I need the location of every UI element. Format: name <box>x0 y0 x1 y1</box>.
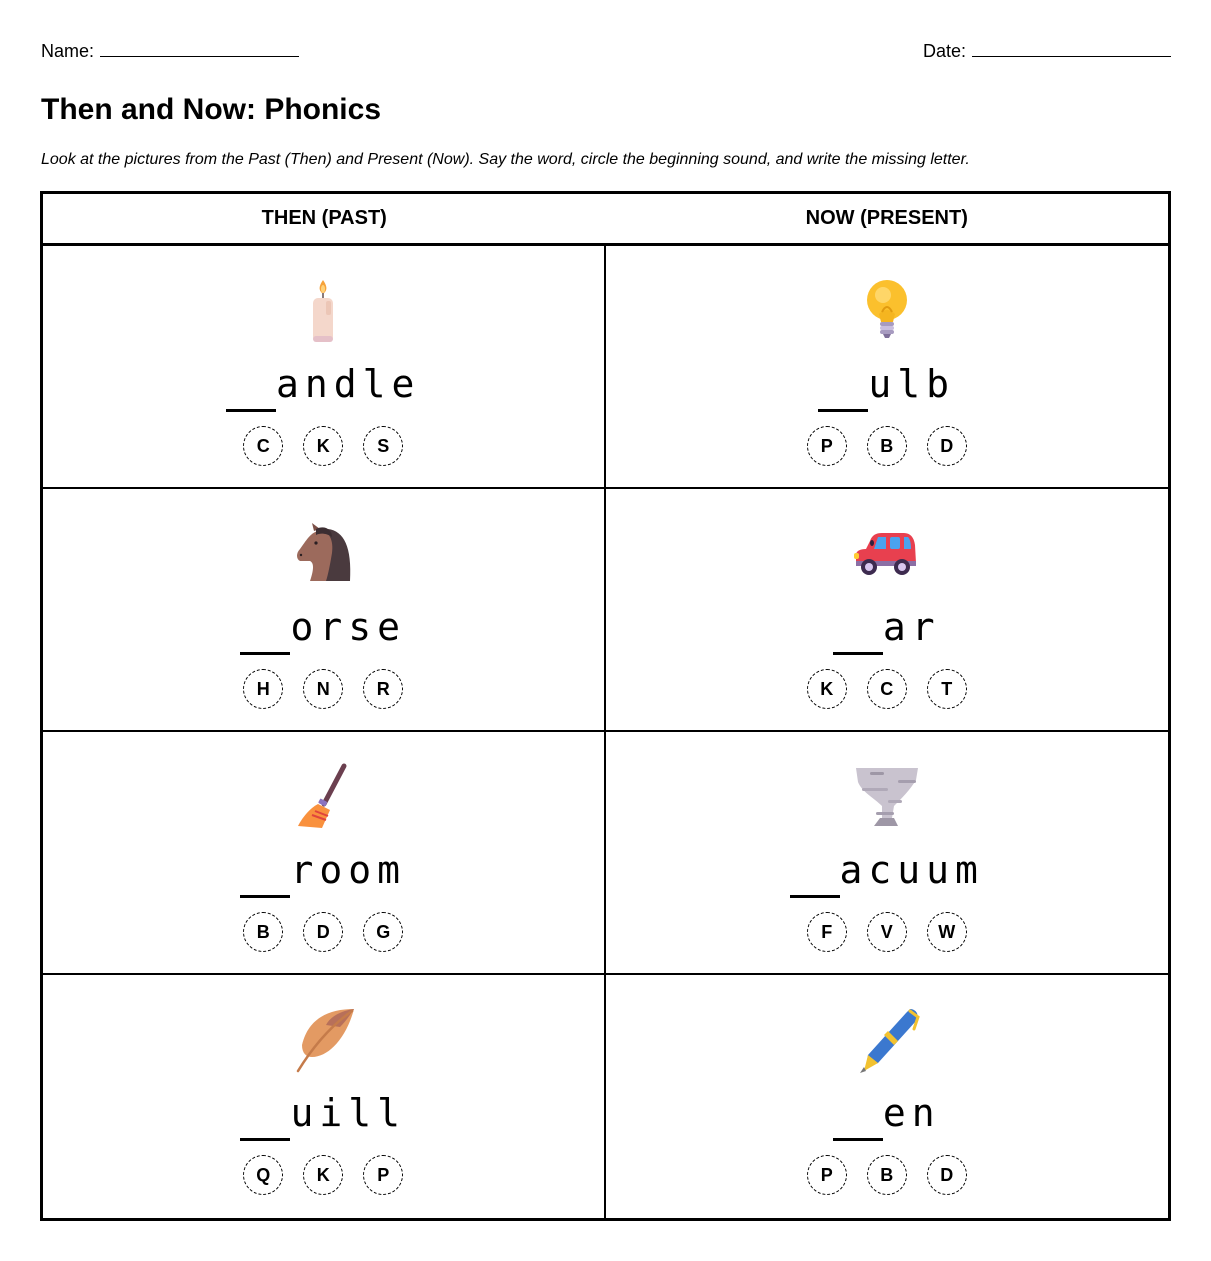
cell-then-broom <box>43 732 606 975</box>
header-row <box>41 38 1171 62</box>
light-bulb-icon <box>852 276 922 346</box>
letter-choices <box>807 669 967 709</box>
partial-word: orse <box>290 605 406 649</box>
answer-blank[interactable] <box>818 408 868 412</box>
choice-h[interactable]: H <box>243 669 283 709</box>
horse-icon <box>288 519 358 589</box>
letter-choices <box>243 426 403 466</box>
choice-k[interactable]: K <box>303 426 343 466</box>
choice-t[interactable]: T <box>927 669 967 709</box>
partial-word: uill <box>290 1091 406 1135</box>
choice-p[interactable]: P <box>363 1155 403 1195</box>
letter-choices <box>243 912 403 952</box>
word-horse <box>240 605 406 655</box>
choice-r[interactable]: R <box>363 669 403 709</box>
cell-then-candle <box>43 246 606 489</box>
choice-p[interactable]: P <box>807 426 847 466</box>
partial-word: en <box>882 1091 941 1135</box>
pen-icon <box>852 1005 922 1075</box>
choice-v[interactable]: V <box>867 912 907 952</box>
answer-blank[interactable] <box>833 651 883 655</box>
answer-blank[interactable] <box>240 651 290 655</box>
tornado-vacuum-icon <box>852 762 922 832</box>
letter-choices <box>807 426 967 466</box>
partial-word: room <box>290 848 406 892</box>
cell-then-horse <box>43 489 606 732</box>
letter-choices <box>807 1155 967 1195</box>
word-pen <box>833 1091 941 1141</box>
choice-d[interactable]: D <box>927 426 967 466</box>
candle-icon <box>288 276 358 346</box>
partial-word: acuum <box>839 848 984 892</box>
word-quill <box>240 1091 406 1141</box>
cell-now-car <box>606 489 1169 732</box>
choice-n[interactable]: N <box>303 669 343 709</box>
choice-b[interactable]: B <box>867 426 907 466</box>
answer-blank[interactable] <box>240 1137 290 1141</box>
column-header-now: NOW (PRESENT) <box>805 207 968 229</box>
choice-w[interactable]: W <box>927 912 967 952</box>
choice-f[interactable]: F <box>807 912 847 952</box>
answer-blank[interactable] <box>833 1137 883 1141</box>
broom-icon <box>288 762 358 832</box>
letter-choices <box>243 669 403 709</box>
date-label: Date: <box>922 41 966 61</box>
cell-now-pen <box>606 975 1169 1218</box>
word-candle <box>226 362 420 412</box>
name-label: Name: <box>41 41 95 61</box>
cell-now-vacuum <box>606 732 1169 975</box>
partial-word: ulb <box>868 362 956 406</box>
choice-d[interactable]: D <box>927 1155 967 1195</box>
date-field <box>923 38 1171 63</box>
letter-choices <box>807 912 967 952</box>
column-headers <box>43 194 1168 246</box>
word-bulb <box>818 362 955 412</box>
name-input-line[interactable] <box>100 38 299 57</box>
cell-then-quill <box>43 975 606 1218</box>
date-input-line[interactable] <box>972 38 1171 57</box>
choice-q[interactable]: Q <box>243 1155 283 1195</box>
choice-d[interactable]: D <box>303 912 343 952</box>
choice-g[interactable]: G <box>363 912 403 952</box>
instructions: Look at the pictures from the Past (Then) and Present (Now). Say the word, circle the beginning sound, and write the missing letter. <box>41 151 970 168</box>
answer-blank[interactable] <box>226 408 276 412</box>
column-header-then: THEN (PAST) <box>261 207 387 229</box>
answer-blank[interactable] <box>790 894 840 898</box>
answer-blank[interactable] <box>240 894 290 898</box>
letter-choices <box>243 1155 403 1195</box>
word-car <box>833 605 941 655</box>
choice-p[interactable]: P <box>807 1155 847 1195</box>
choice-s[interactable]: S <box>363 426 403 466</box>
choice-c[interactable]: C <box>867 669 907 709</box>
word-broom <box>240 848 406 898</box>
partial-word: andle <box>276 362 421 406</box>
choice-k[interactable]: K <box>303 1155 343 1195</box>
page-title: Then and Now: Phonics <box>41 93 382 126</box>
partial-word: ar <box>882 605 941 649</box>
choice-b[interactable]: B <box>867 1155 907 1195</box>
choice-k[interactable]: K <box>807 669 847 709</box>
worksheet-table <box>40 191 1171 1221</box>
quill-feather-icon <box>288 1005 358 1075</box>
car-icon <box>852 519 922 589</box>
choice-b[interactable]: B <box>243 912 283 952</box>
choice-c[interactable]: C <box>243 426 283 466</box>
name-field <box>41 38 299 63</box>
word-vacuum <box>790 848 984 898</box>
worksheet-grid <box>43 246 1168 1218</box>
cell-now-bulb <box>606 246 1169 489</box>
